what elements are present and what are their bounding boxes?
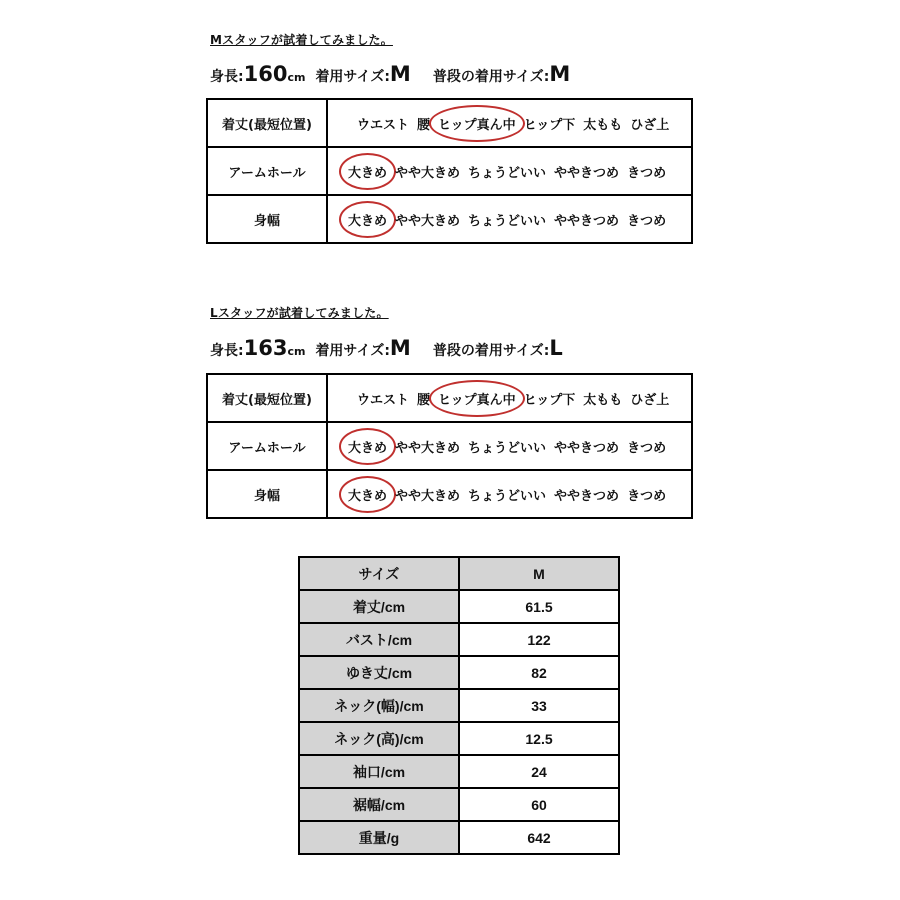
l-staff-info	[210, 336, 563, 360]
worn-size-value: M	[389, 62, 411, 86]
size-table-row	[299, 755, 619, 788]
fit-label-width: 身幅	[207, 470, 327, 518]
height-unit: cm	[287, 345, 306, 358]
size-row-value: 61.5	[459, 590, 619, 623]
fit-option: ちょうどいい	[468, 440, 547, 456]
size-table-row	[299, 590, 619, 623]
fit-option-selected: ヒップ真ん中	[438, 114, 516, 133]
size-row-value: 12.5	[459, 722, 619, 755]
size-row-label: バスト/cm	[299, 623, 459, 656]
fit-option: ひざ上	[630, 392, 670, 408]
worn-size-value: M	[389, 336, 411, 360]
usual-size-label: 普段の着用サイズ:	[432, 343, 550, 359]
usual-size-value: M	[549, 62, 571, 86]
fit-option: ちょうどいい	[468, 165, 547, 181]
fit-option: きつめ	[627, 488, 667, 504]
fit-row-armhole	[207, 422, 692, 470]
fit-option: ややきつめ	[554, 488, 620, 504]
fit-option: ヒップ下	[523, 392, 576, 408]
size-header-value: M	[459, 557, 619, 590]
usual-size-value: L	[549, 336, 563, 360]
size-row-value: 642	[459, 821, 619, 854]
fit-label-length: 着丈(最短位置)	[207, 374, 327, 422]
fit-option: やや大きめ	[395, 165, 461, 181]
l-staff-title: Lスタッフが試着してみました。	[210, 306, 389, 320]
fit-option: きつめ	[627, 165, 667, 181]
fit-option: ややきつめ	[554, 440, 620, 456]
m-fit-table	[206, 98, 693, 244]
height-value: 163	[243, 336, 288, 360]
fit-option-selected: 大きめ	[348, 485, 387, 504]
size-row-value: 82	[459, 656, 619, 689]
fit-option: やや大きめ	[395, 488, 461, 504]
size-table	[298, 556, 620, 855]
size-table-row	[299, 656, 619, 689]
size-row-label: ネック(幅)/cm	[299, 689, 459, 722]
fit-label-armhole: アームホール	[207, 422, 327, 470]
fit-option: 太もも	[583, 392, 623, 408]
fit-option: きつめ	[627, 213, 667, 229]
fit-options	[327, 147, 692, 195]
fit-option: ウエスト	[357, 117, 410, 133]
fit-options	[327, 470, 692, 518]
size-table-row	[299, 689, 619, 722]
height-value: 160	[243, 62, 288, 86]
worn-size-label: 着用サイズ:	[315, 69, 390, 85]
fit-label-width: 身幅	[207, 195, 327, 243]
size-header-label: サイズ	[299, 557, 459, 590]
fit-row-length	[207, 374, 692, 422]
fit-options	[327, 374, 692, 422]
worn-size-label: 着用サイズ:	[315, 343, 390, 359]
m-staff-info	[210, 62, 570, 86]
fit-option: ウエスト	[357, 392, 410, 408]
size-row-label: 着丈/cm	[299, 590, 459, 623]
size-row-label: ネック(高)/cm	[299, 722, 459, 755]
fit-option: きつめ	[627, 440, 667, 456]
fit-options	[327, 99, 692, 147]
usual-size-label: 普段の着用サイズ:	[432, 69, 550, 85]
fit-row-width	[207, 470, 692, 518]
fit-option: ちょうどいい	[468, 488, 547, 504]
size-row-value: 122	[459, 623, 619, 656]
size-table-row	[299, 821, 619, 854]
size-row-value: 24	[459, 755, 619, 788]
fit-option: ヒップ下	[523, 117, 576, 133]
fit-option: やや大きめ	[395, 440, 461, 456]
size-row-label: ゆき丈/cm	[299, 656, 459, 689]
fit-options	[327, 195, 692, 243]
size-row-label: 袖口/cm	[299, 755, 459, 788]
size-table-row	[299, 623, 619, 656]
fit-option: ややきつめ	[554, 213, 620, 229]
fit-option-selected: ヒップ真ん中	[438, 389, 516, 408]
size-row-value: 33	[459, 689, 619, 722]
height-unit: cm	[287, 71, 306, 84]
fit-option-selected: 大きめ	[348, 210, 387, 229]
fit-row-length	[207, 99, 692, 147]
size-table-header	[299, 557, 619, 590]
size-table-row	[299, 788, 619, 821]
size-table-row	[299, 722, 619, 755]
size-row-label: 裾幅/cm	[299, 788, 459, 821]
fit-row-armhole	[207, 147, 692, 195]
fit-option: ひざ上	[630, 117, 670, 133]
height-label: 身長:	[210, 343, 244, 359]
fit-options	[327, 422, 692, 470]
fit-option: 腰	[417, 117, 431, 133]
fit-label-armhole: アームホール	[207, 147, 327, 195]
l-fit-table	[206, 373, 693, 519]
fit-row-width	[207, 195, 692, 243]
fit-option: やや大きめ	[395, 213, 461, 229]
size-row-label: 重量/g	[299, 821, 459, 854]
fit-option: ややきつめ	[554, 165, 620, 181]
fit-option: 腰	[417, 392, 431, 408]
m-staff-title: Mスタッフが試着してみました。	[210, 33, 393, 47]
fit-option-selected: 大きめ	[348, 437, 387, 456]
fit-option: ちょうどいい	[468, 213, 547, 229]
height-label: 身長:	[210, 69, 244, 85]
size-row-value: 60	[459, 788, 619, 821]
fit-option: 太もも	[583, 117, 623, 133]
fit-option-selected: 大きめ	[348, 162, 387, 181]
fit-label-length: 着丈(最短位置)	[207, 99, 327, 147]
